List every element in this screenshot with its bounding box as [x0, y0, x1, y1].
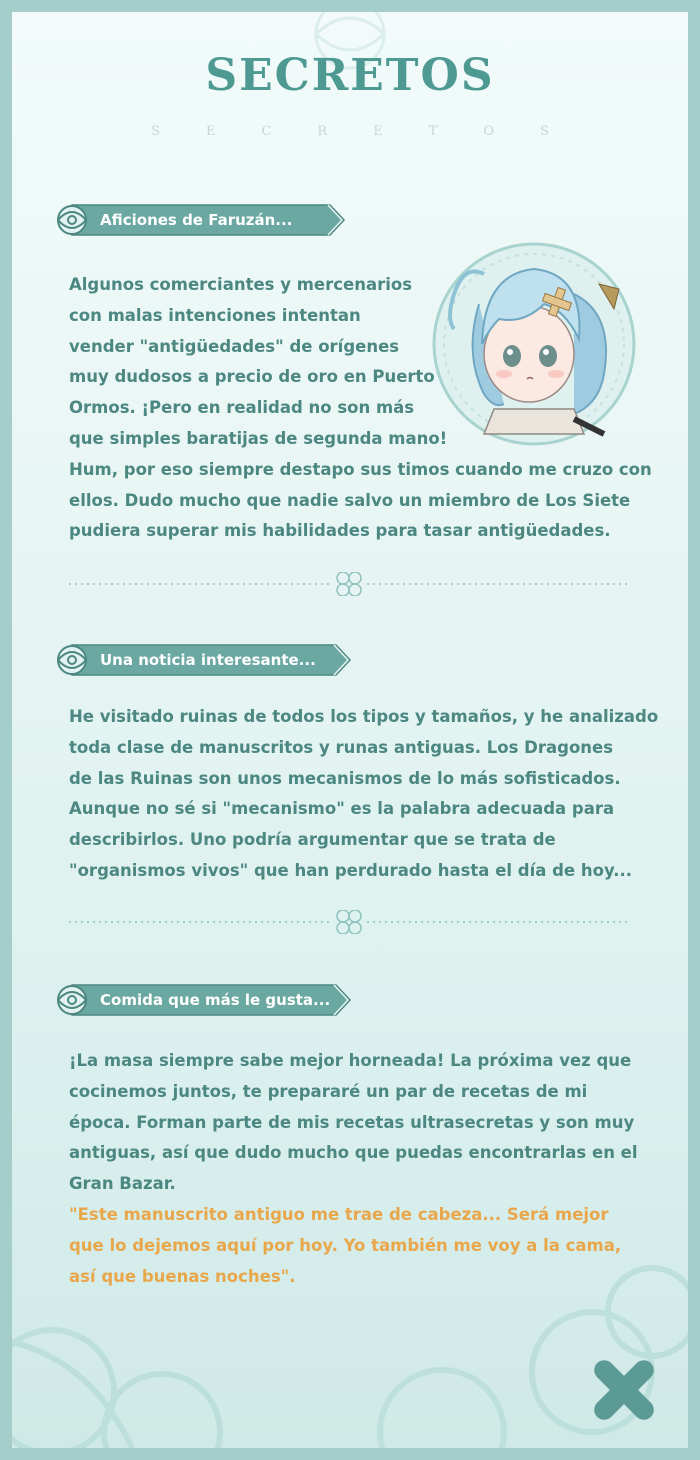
- text-line: "organismos vivos" que han perdurado hasta el día de hoy...: [69, 860, 632, 880]
- quote-line: que lo dejemos aquí por hoy. Yo también me voy a la cama,: [69, 1235, 622, 1255]
- quatrefoil-divider-icon: [337, 910, 361, 934]
- text-line: Gran Bazar.: [69, 1174, 176, 1194]
- secrets-card: [12, 12, 688, 1448]
- text-line: que simples baratijas de segunda mano!: [69, 428, 448, 448]
- text-line: época. Forman parte de mis recetas ultrasecretas y son muy: [69, 1112, 635, 1132]
- quatrefoil-divider-icon: [337, 572, 361, 596]
- text-line: ellos. Dudo mucho que nadie salvo un miembro de Los Siete: [69, 490, 631, 510]
- quote-line: "Este manuscrito antiguo me trae de cabeza... Será mejor: [69, 1204, 609, 1224]
- text-line: describirlos. Uno podría argumentar que se trata de: [69, 830, 556, 850]
- text-line: Aunque no sé si "mecanismo" es la palabra adecuada para: [69, 799, 615, 819]
- text-line: toda clase de manuscritos y runas antiguas. Los Dragones: [69, 737, 614, 757]
- section-divider: [69, 572, 629, 596]
- text-line: cocinemos juntos, te prepararé un par de recetas de mi: [69, 1081, 588, 1101]
- page-subtitle: SECRETOS: [151, 124, 595, 139]
- flower-knot-icon: [58, 646, 86, 674]
- section-text-news: [69, 702, 658, 887]
- section-header-label: Una noticia interesante...: [100, 651, 316, 669]
- text-line: antiguas, así que dudo mucho que puedas encontrarlas en el: [69, 1143, 638, 1163]
- text-line: He visitado ruinas de todos los tipos y tamaños, y he analizado: [69, 707, 659, 726]
- quote-line: así que buenas noches".: [69, 1266, 296, 1286]
- text-line: Hum, por eso siempre destapo sus timos cuando me cruzo con: [69, 459, 652, 479]
- text-line: con malas intenciones intentan: [69, 305, 361, 325]
- section-header-news: [48, 642, 358, 678]
- section-header-label: Aficiones de Faruzán...: [100, 211, 293, 229]
- flower-knot-icon: [58, 986, 86, 1014]
- flower-knot-icon: [58, 206, 86, 234]
- section-header-label: Comida que más le gusta...: [100, 991, 331, 1009]
- text-line: ¡La masa siempre sabe mejor horneada! La próxima vez que: [69, 1051, 632, 1070]
- text-line: de las Ruinas son unos mecanismos de lo más sofisticados.: [69, 768, 621, 788]
- section-divider: [69, 910, 629, 934]
- section-header-food: [48, 982, 358, 1018]
- section-text-food: [69, 1046, 638, 1292]
- page-title: SECRETOS: [205, 50, 495, 101]
- text-line: Ormos. ¡Pero en realidad no son más: [69, 398, 415, 418]
- text-line: vender "antigüedades" de orígenes: [69, 336, 400, 356]
- text-line: pudiera superar mis habilidades para tasar antigüedades.: [69, 521, 611, 541]
- character-avatar: [424, 234, 644, 454]
- text-line: muy dudosos a precio de oro en Puerto: [69, 367, 435, 387]
- section-header-hobbies: [48, 202, 348, 238]
- text-line: Algunos comerciantes y mercenarios: [69, 275, 413, 294]
